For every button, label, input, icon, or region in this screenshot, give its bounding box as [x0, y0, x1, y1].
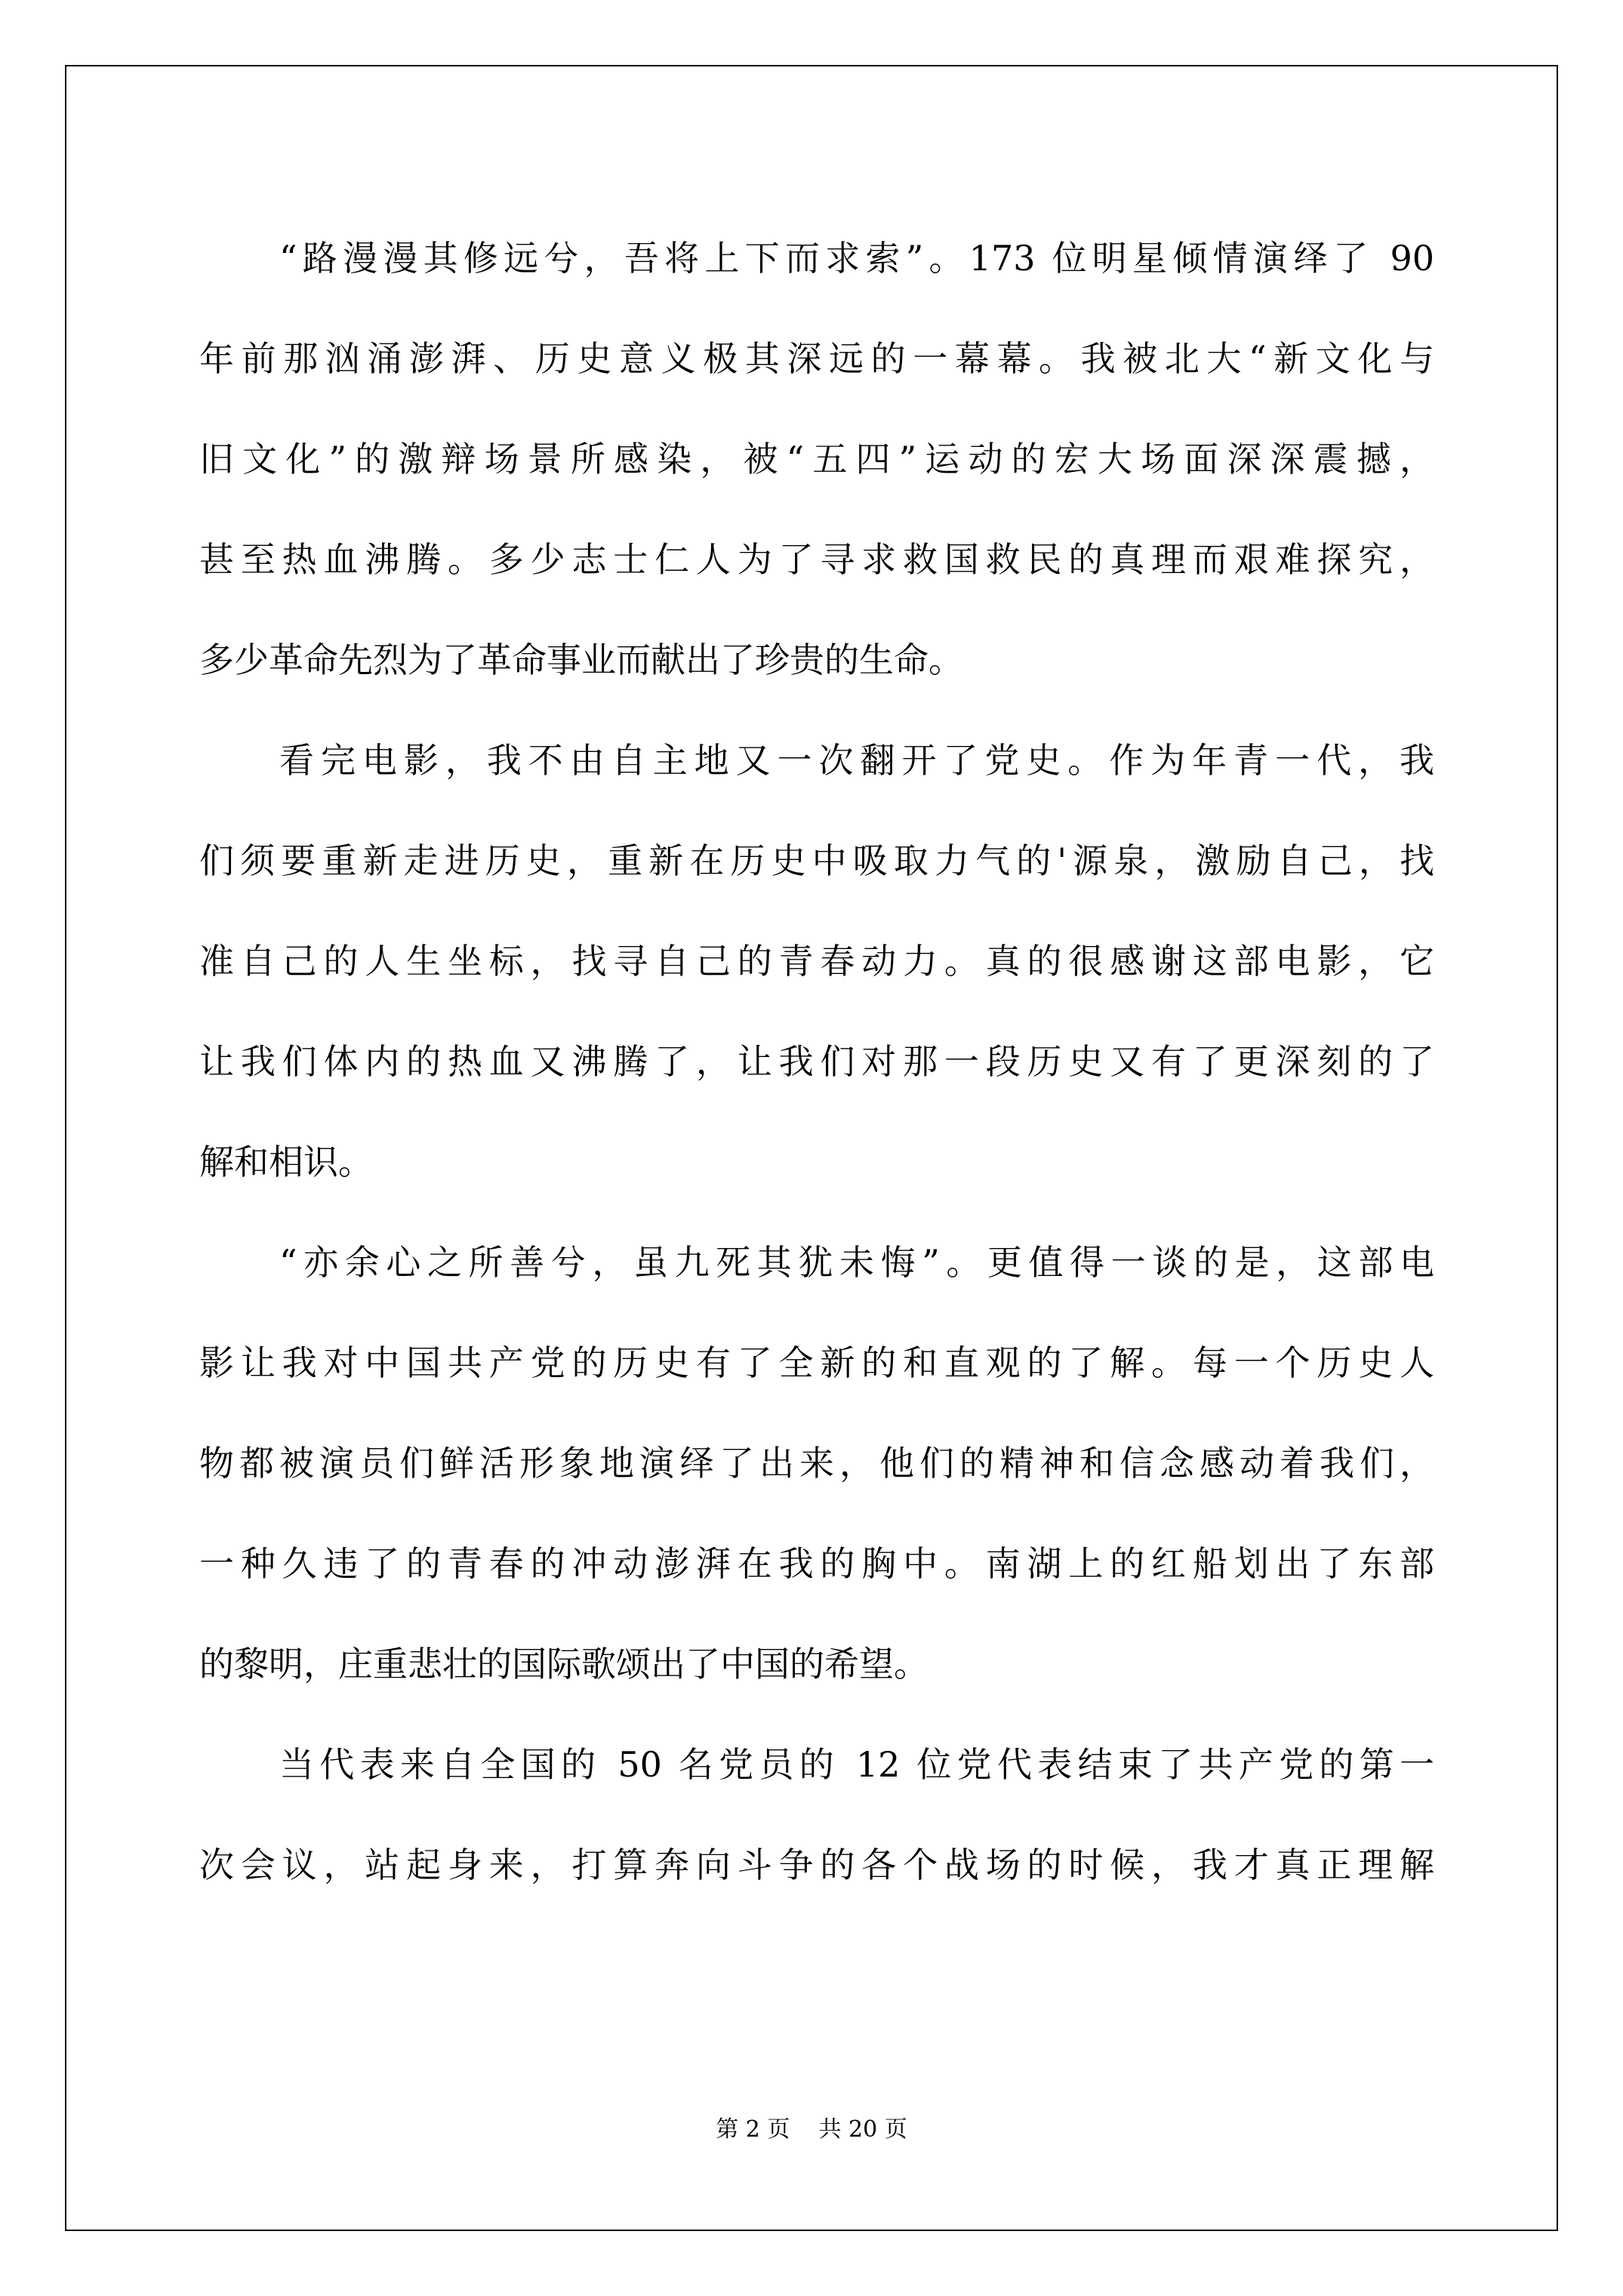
text-line: 们须要重新走进历史，重新在历史中吸取力气的'源泉，激励自己，找 [199, 840, 1434, 881]
text-line: 让我们体内的热血又沸腾了，让我们对那一段历史又有了更深刻的了 [199, 1041, 1434, 1082]
text-line: 看完电影，我不由自主地又一次翻开了党史。作为年青一代，我 [279, 740, 1434, 781]
text-line: 当代表来自全国的 50 名党员的 12 位党代表结束了共产党的第一 [279, 1744, 1434, 1785]
text-line: 甚至热血沸腾。多少志士仁人为了寻求救国救民的真理而艰难探究， [199, 539, 1434, 580]
text-line: “亦余心之所善兮，虽九死其犹未悔”。更值得一谈的是，这部电 [279, 1242, 1434, 1283]
text-line: 解和相识。 [199, 1142, 373, 1182]
text-line: 准自己的人生坐标，找寻自己的青春动力。真的很感谢这部电影，它 [199, 941, 1434, 982]
paragraph-4 [199, 1715, 1434, 1915]
text-line: 多少革命先烈为了革命事业而献出了珍贵的生命。 [199, 639, 963, 680]
text-line: “路漫漫其修远兮，吾将上下而求索”。173 位明星倾情演绎了 90 [279, 238, 1434, 279]
paragraph-3 [199, 1213, 1434, 1715]
paragraph-2 [199, 710, 1434, 1213]
text-line: 一种久违了的青春的冲动澎湃在我的胸中。南湖上的红船划出了东部 [199, 1543, 1434, 1584]
document-body [199, 208, 1434, 1915]
text-line: 的黎明，庄重悲壮的国际歌颂出了中国的希望。 [199, 1644, 929, 1684]
text-line: 年前那汹涌澎湃、历史意义极其深远的一幕幕。我被北大“新文化与 [199, 338, 1434, 379]
text-line: 旧文化”的激辩场景所感染，被“五四”运动的宏大场面深深震撼， [199, 439, 1434, 479]
paragraph-1 [199, 208, 1434, 710]
page-number: 第 2 页 共 20 页 [716, 2116, 907, 2143]
text-line: 影让我对中国共产党的历史有了全新的和直观的了解。每一个历史人 [199, 1342, 1434, 1383]
text-line: 次会议，站起身来，打算奔向斗争的各个战场的时候，我才真正理解 [199, 1845, 1434, 1885]
text-line: 物都被演员们鲜活形象地演绎了出来，他们的精神和信念感动着我们， [199, 1443, 1434, 1484]
